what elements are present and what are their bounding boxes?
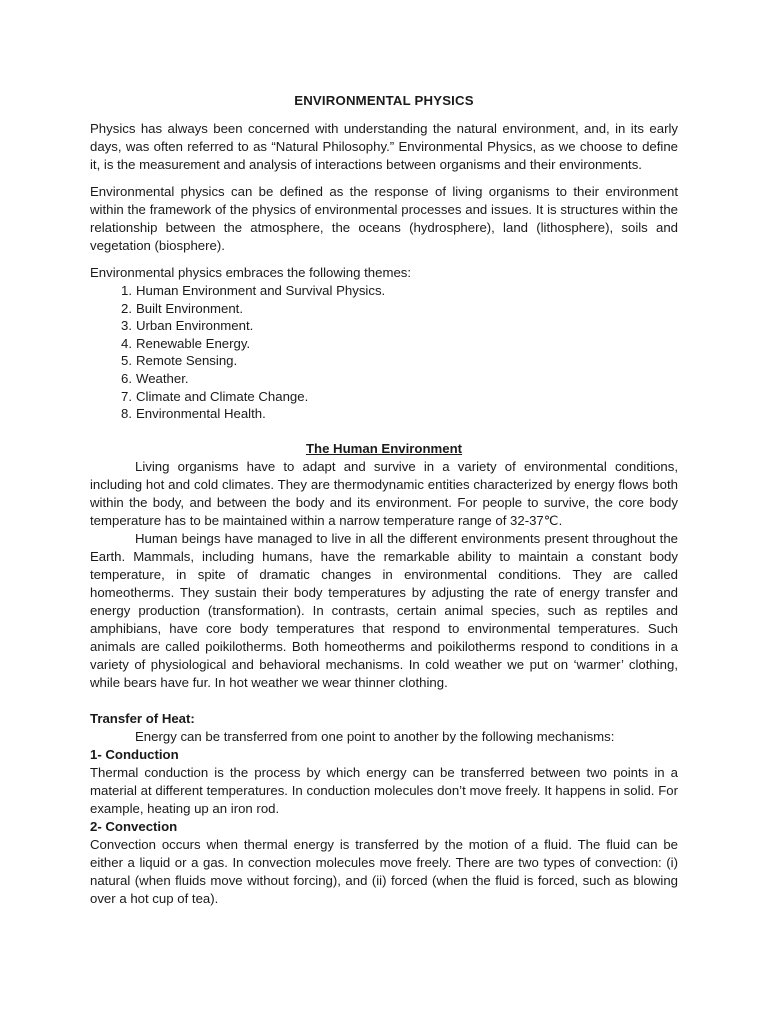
list-item-label: Climate and Climate Change.	[136, 388, 309, 404]
list-item-label: Human Environment and Survival Physics.	[136, 283, 386, 298]
human-environment-heading: The Human Environment	[305, 440, 463, 456]
list-item	[90, 282, 678, 300]
list-item-number: 6.	[121, 370, 132, 386]
human-environment-paragraph-2: Human beings have managed to live in all the different environments present throughout the Earth. Mammals, including humans, have the remarkable ability to maintain a constant body temperature, in spite of dramatic changes in environmental conditions. They are called homeotherms. They sustain their body temperatures by adjusting the rate of energy transfer and energy production (transformation). In contrasts, certain animal species, such as reptiles and amphibians, have core body temperatures that respond to environmental temperatures. Such animals are called poikilotherms. Both homeotherms and poikilotherms respond to conditions in a variety of physiological and behavioral mechanisms. In cold weather we put on ‘warmer’ clothing, while bears have fur. In hot weather we wear thinner clothing.	[90, 530, 678, 690]
list-item	[90, 405, 678, 423]
conduction-heading: 1- Conduction	[90, 746, 179, 762]
themes-list	[90, 282, 678, 423]
list-item-label: Urban Environment.	[136, 318, 254, 334]
convection-paragraph: Convection occurs when thermal energy is transferred by the motion of a fluid. The fluid can be either a liquid or a gas. In convection molecules move freely. There are two types of convection: (i) natural (when fluids move without forcing), and (ii) forced (when the fluid is forced, such as blowing over a hot cup of tea).	[90, 836, 678, 906]
page-title: ENVIRONMENTAL PHYSICS	[294, 93, 474, 108]
transfer-of-heat-heading: Transfer of Heat:	[90, 710, 195, 726]
list-item	[90, 335, 678, 353]
list-item	[90, 352, 678, 370]
intro-paragraph-1: Physics has always been concerned with understanding the natural environment, and, in its early days, was often referred to as “Natural Philosophy.” Environmental Physics, as we choose to define it, is the measurement and analysis of interactions between organisms and their environments.	[90, 121, 678, 172]
conduction-paragraph: Thermal conduction is the process by which energy can be transferred between two points in a material at different temperatures. In conduction molecules don’t move freely. It happens in solid. For example, heating up an iron rod.	[90, 764, 678, 816]
transfer-of-heat-intro: Energy can be transferred from one point to another by the following mechanisms:	[135, 728, 615, 744]
list-item-number: 1.	[121, 283, 132, 298]
list-item-number: 5.	[121, 353, 132, 369]
list-item-number: 4.	[121, 335, 132, 351]
list-item	[90, 317, 678, 335]
list-item-label: Remote Sensing.	[136, 353, 238, 369]
list-item	[90, 370, 678, 388]
list-item-label: Built Environment.	[136, 300, 244, 316]
list-item-label: Environmental Health.	[136, 406, 266, 422]
human-environment-paragraph-1: Living organisms have to adapt and survive in a variety of environmental conditions, including hot and cold climates. They are thermodynamic entities characterized by energy flows both within the body, and between the body and its environment. For people to survive, the core body temperature has to be maintained within a narrow temperature range of 32-37℃.	[90, 458, 678, 528]
list-item-label: Renewable Energy.	[136, 335, 251, 351]
convection-heading: 2- Convection	[90, 818, 178, 834]
intro-paragraph-2: Environmental physics can be defined as the response of living organisms to their environment within the framework of the physics of environmental processes and issues. It is structures within the relationship between the atmosphere, the oceans (hydrosphere), land (lithosphere), soils and vegetation (biosphere).	[90, 184, 678, 253]
list-item	[90, 300, 678, 318]
list-item-number: 3.	[121, 318, 132, 334]
themes-intro: Environmental physics embraces the following themes:	[90, 265, 412, 280]
list-item	[90, 388, 678, 406]
document-page	[90, 92, 678, 908]
list-item-number: 8.	[121, 406, 132, 422]
list-item-number: 2.	[121, 300, 132, 316]
list-item-number: 7.	[121, 388, 132, 404]
list-item-label: Weather.	[136, 370, 189, 386]
